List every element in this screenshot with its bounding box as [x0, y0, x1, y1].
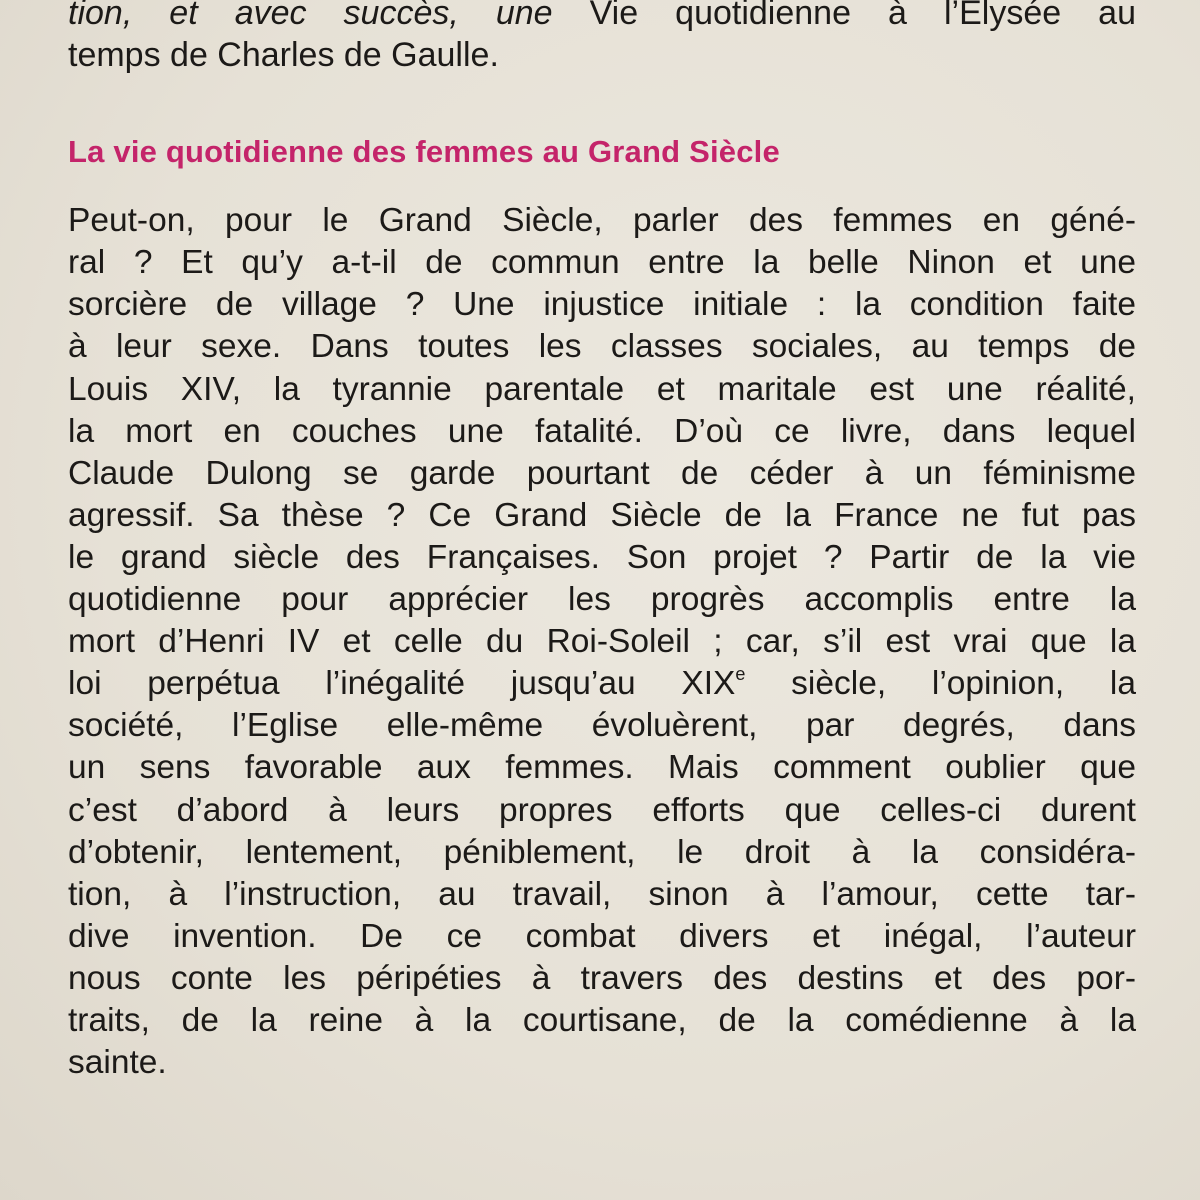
body-line: tion, à l’instruction, au travail, sinon à l’amour, cette tar-	[68, 875, 1136, 913]
xix-superscript: e	[735, 664, 746, 685]
intro-line-2: temps de Charles de Gaulle.	[68, 36, 499, 75]
body-line: traits, de la reine à la courtisane, de la comédienne à la	[68, 1001, 1136, 1039]
body-line: un sens favorable aux femmes. Mais comment oublier que	[68, 749, 1136, 787]
body-line: le grand siècle des Françaises. Son projet ? Partir de la vie	[68, 538, 1136, 576]
body-line: dive invention. De ce combat divers et inégal, l’auteur	[68, 917, 1136, 955]
section-heading: La vie quotidienne des femmes au Grand Siècle	[68, 134, 780, 170]
body-line: sorcière de village ? Une injustice initiale : la condition faite	[68, 286, 1136, 324]
xix-after: siècle, l’opinion, la	[745, 665, 1137, 703]
intro-line-1	[68, 0, 1136, 34]
body-line: société, l’Eglise elle-même évoluèrent, par degrés, dans	[68, 707, 1136, 745]
intro-line-1-text: Vie quotidienne à l’Elysée au	[552, 0, 1136, 32]
book-back-cover	[68, 0, 1136, 1084]
xix-before: loi perpétua l’inégalité jusqu’au XIX	[68, 665, 736, 703]
body-line: c’est d’abord à leurs propres efforts que celles-ci durent	[68, 791, 1136, 829]
body-line: Claude Dulong se garde pourtant de céder à un féminisme	[68, 454, 1136, 492]
intro-paragraph	[68, 0, 1136, 76]
body-line: mort d’Henri IV et celle du Roi-Soleil ; car, s’il est vrai que la	[68, 623, 1136, 661]
body-last-line: sainte.	[68, 1044, 167, 1082]
body-line: d’obtenir, lentement, péniblement, le droit à la considéra-	[68, 833, 1136, 871]
body-line: la mort en couches une fatalité. D’où ce livre, dans lequel	[68, 412, 1136, 450]
body-line-xix	[68, 663, 1136, 705]
body-line: quotidienne pour apprécier les progrès accomplis entre la	[68, 581, 1136, 619]
book-description	[68, 200, 1136, 1084]
body-line: Louis XIV, la tyrannie parentale et maritale est une réalité,	[68, 370, 1136, 408]
body-line: agressif. Sa thèse ? Ce Grand Siècle de la France ne fut pas	[68, 496, 1136, 534]
body-line: Peut-on, pour le Grand Siècle, parler des femmes en géné-	[68, 202, 1136, 240]
body-line: à leur sexe. Dans toutes les classes sociales, au temps de	[68, 328, 1136, 366]
intro-italic-text: tion, et avec succès, une	[68, 0, 553, 32]
body-line: nous conte les péripéties à travers des destins et des por-	[68, 959, 1136, 997]
body-line: ral ? Et qu’y a-t-il de commun entre la belle Ninon et une	[68, 244, 1136, 282]
